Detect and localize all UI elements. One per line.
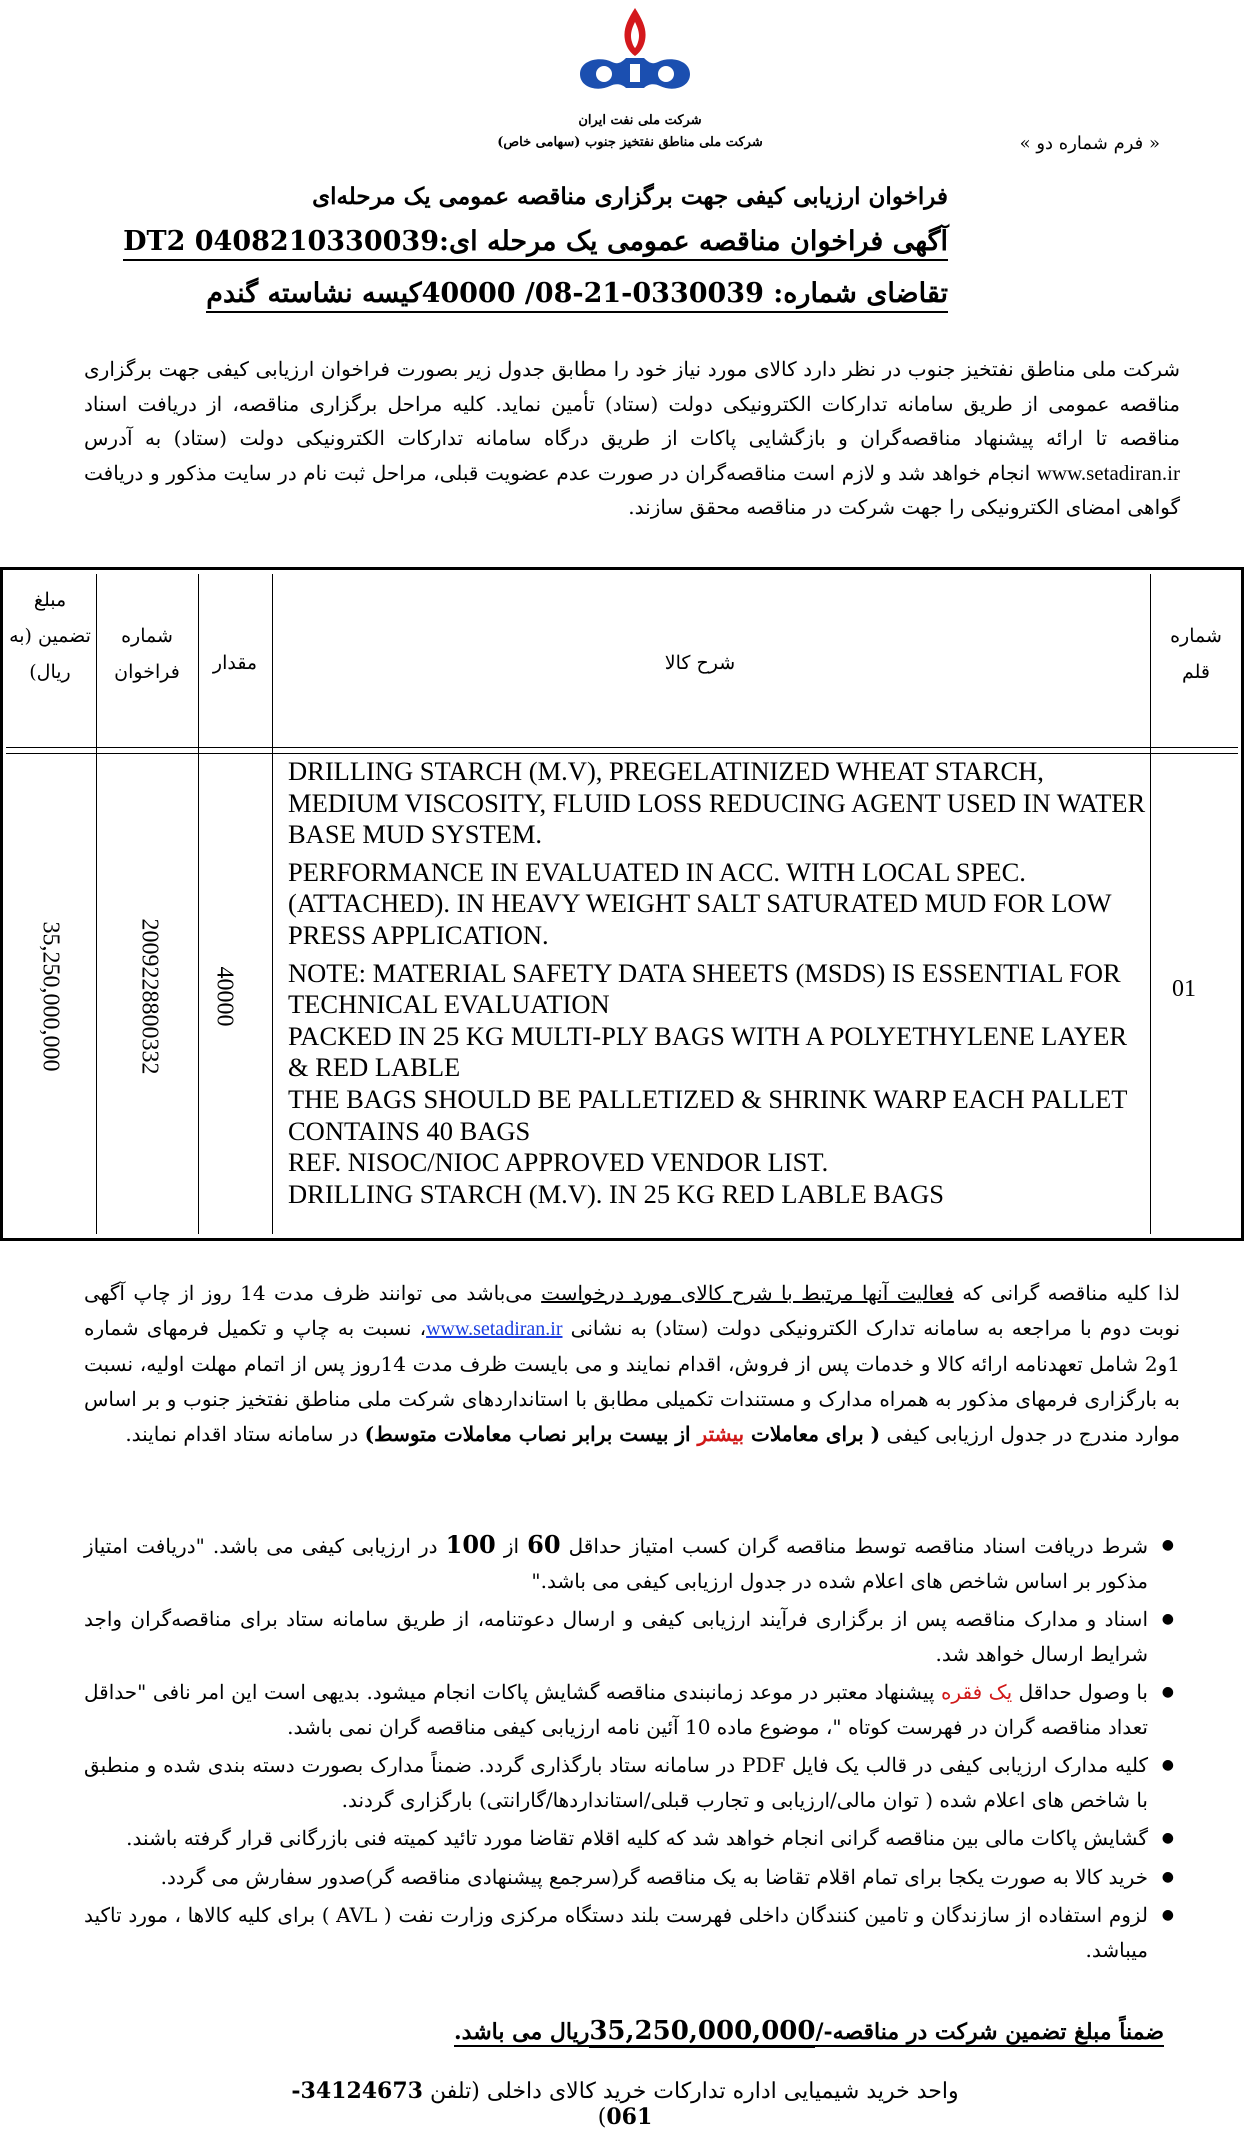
bullet-text: اسناد و مدارک مناقصه پس از برگزاری فرآیند ارزیابی کیفی و ارسال دعوتنامه، از طریق سامانه ستاد برای مناقصه‌گران واجد شرایط ارسال خواهد شد. [84, 1607, 1148, 1666]
list-item [84, 1860, 1180, 1895]
intro-text-b: انجام خواهد شد و لازم است مناقصه‌گران در صورت عدم عضویت قبلی، مراحل ثبت نام در سایت مذکور و دریافت گواهی امضای الکترونیکی را جهت شرکت در مناقصه محقق سازند. [84, 460, 1180, 519]
guarantee-statement [454, 2016, 1164, 2046]
conditions-list [84, 1528, 1180, 1971]
header-tender-no: شماره فراخوان [114, 625, 180, 683]
max-score: 100 [445, 1530, 496, 1559]
p2-text: ، نسبت به چاپ و تکمیل فرمهای شماره 1و2 شامل تعهدنامه ارائه کالا و خدمات پس از فروش، اقدام نمایند و می بایست ظرف مدت 14روز پس از اتمام مهلت اولیه، نسبت به بارگزاری فرمهای مذکور به همراه مدارک و مستندات تکمیلی مطابق با استانداردهای شرکت ملی مناطق نفتخیز جنوب و بر اساس موارد مندرج در جدول ارزیابی کیفی [84, 1316, 1180, 1446]
footer-text: ) [597, 2105, 607, 2130]
item-quantity: 40000 [211, 966, 238, 1027]
list-item [84, 1748, 1180, 1817]
header-description: شرح کالا [664, 652, 736, 674]
form-number: « فرم شماره دو » [1019, 133, 1160, 154]
bullet-text: کلیه مدارک ارزیابی کیفی در قالب یک فایل PDF در سامانه ستاد بارگذاری گردد. ضمناً مدارک بصورت دسته بندی شده و منطبق با شاخص های اعلام شده ( توان مالی/ارزیابی و تجارب قبلی/استانداردها/گارانتی) بارگزاری گردند. [84, 1753, 1148, 1812]
conditions-paragraph [84, 1276, 1180, 1452]
bullet-red: یک فقره [940, 1680, 1013, 1704]
footer-phone: 34124673-061 [291, 2078, 653, 2130]
p2-underlined: فعالیت آنها مرتبط با شرح کالای مورد درخواست [541, 1281, 954, 1305]
title-line-3-text: تقاضای شماره: 0330039-21-08/ 40000کیسه نشاسته گندم [206, 278, 948, 313]
bullet-text: شرط دریافت اسناد مناقصه توسط مناقصه گران کسب امتیاز حداقل [560, 1534, 1149, 1558]
list-item [84, 1898, 1180, 1967]
table-header-divider [6, 747, 1238, 748]
setad-link[interactable]: www.setadiran.ir [426, 1318, 563, 1340]
list-item [84, 1528, 1180, 1598]
header-item-no: شماره قلم [1170, 625, 1222, 683]
footer-text: واحد خرید شیمیایی اداره تدارکات خرید کالای داخلی (تلفن [422, 2079, 959, 2104]
bullet-text: با وصول حداقل [1012, 1680, 1148, 1704]
table-divider [1150, 574, 1151, 1234]
table-divider [272, 574, 273, 1234]
intro-url[interactable]: www.setadiran.ir [1036, 460, 1180, 485]
description-line: PERFORMANCE IN EVALUATED IN ACC. WITH LOCAL SPEC. (ATTACHED). IN HEAVY WEIGHT SALT SATURATED MUD FOR LOW PRESS APPLICATION. [288, 856, 1112, 950]
table-divider [198, 574, 199, 1234]
guarantee-text: ریال می باشد. [453, 2019, 590, 2045]
bullet-text: خرید کالا به صورت یکجا برای تمام اقلام تقاضا به یک مناقصه گر(سرجمع پیشنهادی مناقصه گر)صدور سفارش می گردد. [160, 1864, 1148, 1889]
description-line: NOTE: MATERIAL SAFETY DATA SHEETS (MSDS) IS ESSENTIAL FOR TECHNICAL EVALUATION [288, 957, 1121, 1020]
title-line-2-text: آگهی فراخوان مناقصه عمومی یک مرحله ای:0408210330039 DT2 [123, 226, 948, 261]
bullet-text: از [495, 1534, 528, 1558]
description-line: DRILLING STARCH (M.V), PREGELATINIZED WHEAT STARCH, MEDIUM VISCOSITY, FLUID LOSS REDUCING AGENT USED IN WATER BASE MUD SYSTEM. [288, 756, 1146, 850]
intro-paragraph [84, 352, 1180, 525]
table-divider [96, 574, 97, 1234]
guarantee-text: ضمناً مبلغ تضمین شرکت در مناقصه-/ [815, 2019, 1164, 2045]
p2-text: در سامانه ستاد اقدام نمایند. [125, 1422, 365, 1446]
p2-text: لذا کلیه مناقصه گرانی که [953, 1281, 1181, 1305]
list-item [84, 1675, 1180, 1744]
nioc-logo [560, 0, 710, 115]
item-number: 01 [1172, 976, 1196, 1002]
p2-red: بیشتر [697, 1422, 745, 1446]
description-line: PACKED IN 25 KG MULTI-PLY BAGS WITH A POLYETHYLENE LAYER & RED LABLE [288, 1020, 1128, 1083]
p2-bold: ( برای معاملات [744, 1422, 881, 1446]
header-guarantee: مبلغ تضمین (به ریال) [9, 589, 91, 683]
title-line-1: فراخوان ارزیابی کیفی جهت برگزاری مناقصه عمومی یک مرحله‌ای [312, 183, 948, 210]
description-line: DRILLING STARCH (M.V). IN 25 KG RED LABLE BAGS [288, 1178, 944, 1209]
title-line-2 [123, 226, 948, 257]
description-line: REF. NISOC/NIOC APPROVED VENDOR LIST. [288, 1147, 829, 1178]
intro-text-a: شرکت ملی مناطق نفتخیز جنوب در نظر دارد کالای مورد نیاز خود را مطابق جدول زیر بصورت فراخوان ارزیابی کیفی جهت برگزاری مناقصه عمومی از طریق سامانه تدارکات الکترونیکی دولت (ستاد) تأمین نماید. کلیه مراحل برگزاری مناقصه، از دریافت اسناد مناقصه تا ارائه پیشنهاد مناقصه‌گران و بازگشایی پاکات از طریق درگاه سامانه تدارکات الکترونیکی دولت (ستاد) به آدرس [84, 357, 1180, 450]
item-guarantee: 35,250,000,000 [37, 921, 64, 1072]
guarantee-amount: 35,250,000,000 [589, 2016, 816, 2046]
item-description [288, 756, 1148, 1210]
table-header-divider [6, 753, 1238, 754]
item-tender-no: 2009228800332 [136, 918, 163, 1075]
description-line: THE BAGS SHOULD BE PALLETIZED & SHRINK WARP EACH PALLET CONTAINS 40 BAGS [288, 1083, 1127, 1146]
bullet-text: لزوم استفاده از سازندگان و تامین کنندگان داخلی فهرست بلند دستگاه مرکزی وزارت نفت ( AVL ) برای کلیه کالاها ، مورد تاکید میباشد. [84, 1903, 1148, 1962]
header-quantity: مقدار [212, 652, 258, 674]
title-line-3 [206, 278, 948, 309]
bullet-text: در ارزیابی کیفی می باشد. "دریافت امتیاز مذکور بر اساس شاخص های اعلام شده در جدول ارزیابی کیفی می باشد." [84, 1534, 1148, 1593]
list-item [84, 1602, 1180, 1671]
subsidiary-name: شرکت ملی مناطق نفتخیز جنوب (سهامی خاص) [497, 135, 763, 150]
company-name: شرکت ملی نفت ایران [578, 113, 702, 128]
min-score: 60 [527, 1530, 561, 1559]
guarantee-line [453, 2016, 1164, 2047]
bullet-text: پیشنهاد معتبر در موعد زمانبندی مناقصه گشایش پاکات انجام میشود. بدیهی است این امر نافی "حداقل تعداد مناقصه گران در فهرست کوتاه "، موضوع ماده 10 آئین نامه ارزیابی کیفی مناقصه گران نمی باشد. [84, 1680, 1148, 1739]
footer-contact [270, 2078, 980, 2130]
p2-text: می‌باشد می توانند ظرف مدت 14 روز از چاپ آگهی نوبت دوم با مراجعه به سامانه تدارک الکترونیکی دولت (ستاد) به نشانی [84, 1281, 1181, 1340]
p2-bold: از بیست برابر نصاب معاملات متوسط) [364, 1422, 698, 1446]
bullet-text: گشایش پاکات مالی بین مناقصه گرانی انجام خواهد شد که کلیه اقلام تقاضا مورد تائید کمیته فنی بازرگانی قرار گرفته باشند. [126, 1826, 1148, 1850]
list-item [84, 1821, 1180, 1856]
